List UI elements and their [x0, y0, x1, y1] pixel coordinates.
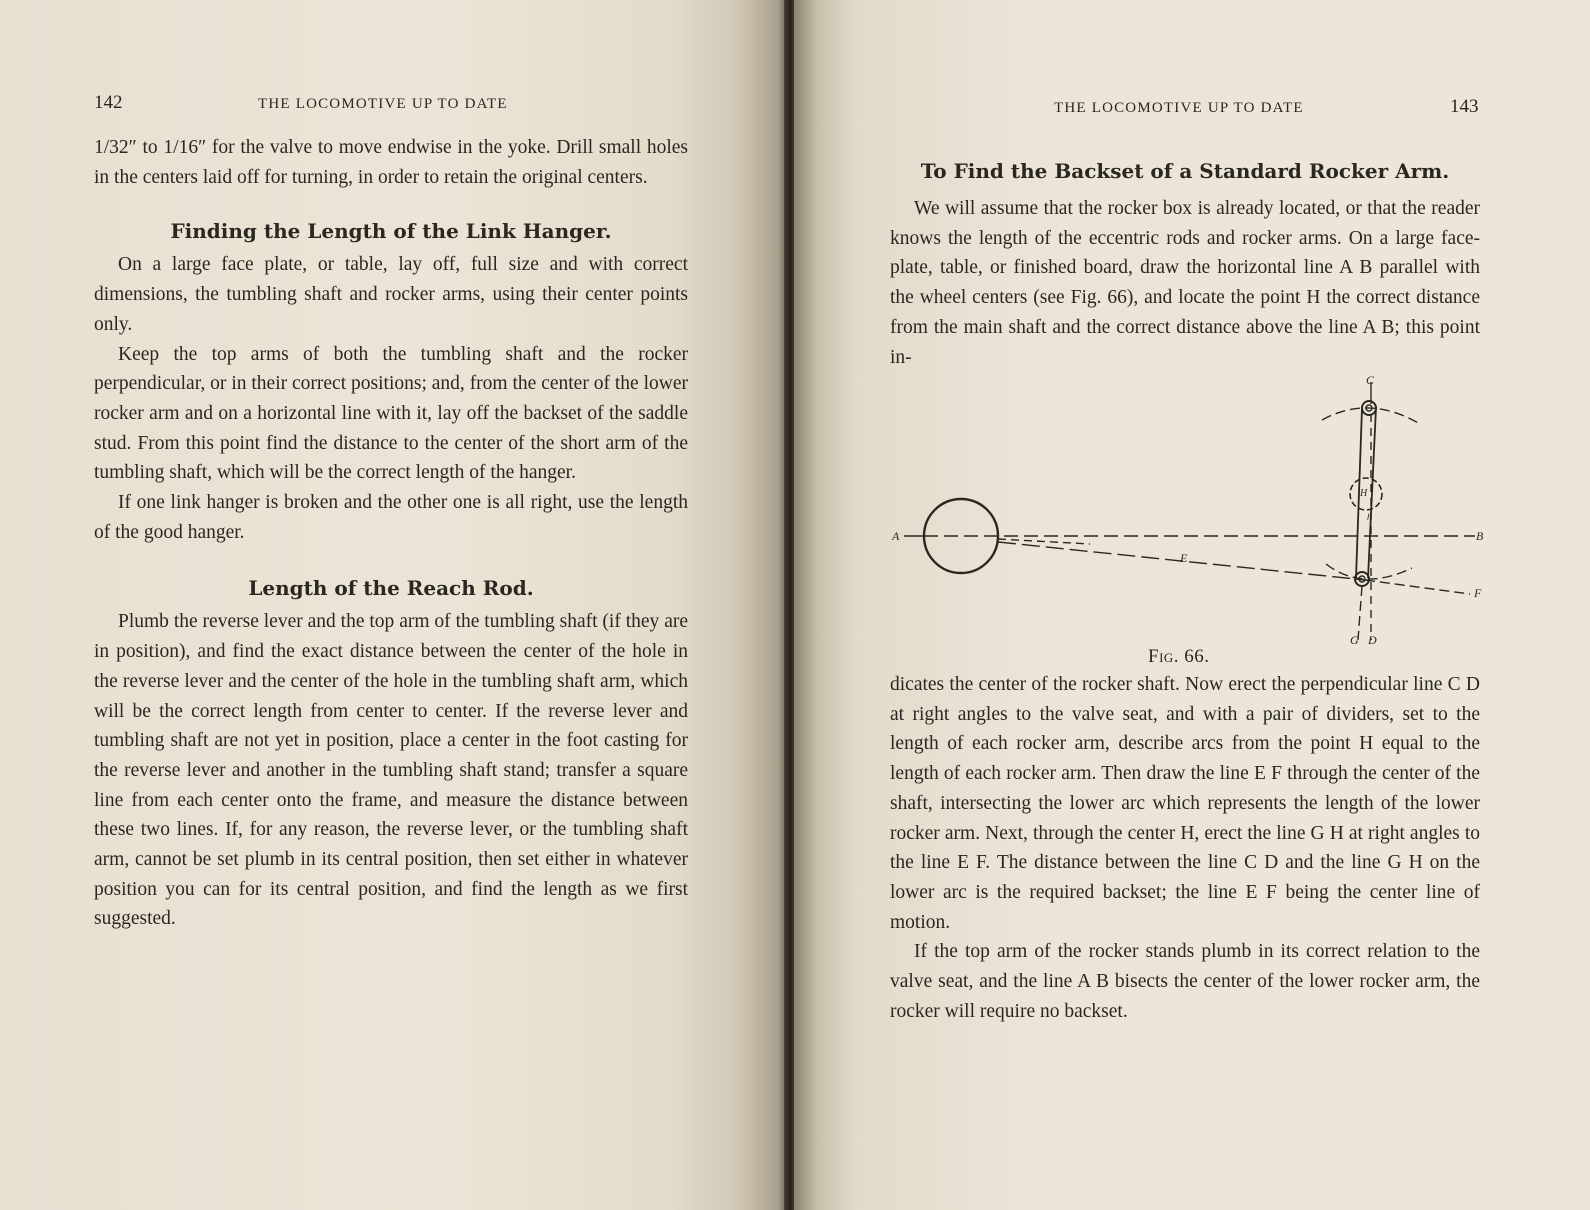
line-gh — [1358, 586, 1362, 640]
label-h-small: h — [1367, 512, 1372, 522]
fig-66-diagram — [890, 372, 1490, 657]
left-text-column — [94, 133, 688, 934]
intro-paragraph: 1/32″ to 1/16″ for the valve to move endwise in the yoke. Drill small holes in the centers laid off for turning, in order to retain the original centers. — [94, 137, 688, 188]
label-c: C — [1366, 373, 1375, 387]
right-text-column-top — [890, 156, 1480, 372]
left-page — [0, 0, 786, 1210]
label-b: B — [1476, 529, 1484, 543]
paragraph: If one link hanger is broken and the other one is all right, use the length of the good hanger. — [94, 492, 688, 543]
right-page — [794, 0, 1590, 1210]
label-a: A — [892, 529, 900, 543]
paragraph: We will assume that the rocker box is already located, or that the reader knows the length of the eccentric rods and rocker arms. On a large face-plate, table, or finished board, draw the horizontal line A B parallel with the wheel centers (see Fig. 66), and locate the point H the correct distance from the main shaft and the correct distance above the line A B; this point in- — [890, 198, 1480, 368]
rocker-arm-right — [1368, 408, 1376, 578]
paragraph: On a large face plate, or table, lay off, full size and with correct dimensions, the tumbling shaft and rocker arms, using their center points only. — [94, 254, 688, 335]
paragraph: Keep the top arms of both the tumbling shaft and the rocker perpendicular, or in their correct positions; and, from the center of the lower rocker arm and on a horizontal line with it, lay off the backset of the saddle stud. From this point find the distance to the center of the short arm of the tumbling shaft, which will be the correct length of the hanger. — [94, 343, 688, 484]
label-d: D — [1368, 633, 1377, 647]
label-f: F — [1474, 586, 1482, 600]
label-h: H — [1360, 488, 1368, 499]
page-number: 142 — [94, 92, 123, 113]
section-heading-link-hanger: Finding the Length of the Link Hanger. — [170, 219, 612, 244]
label-g: G — [1350, 633, 1359, 647]
running-head: THE LOCOMOTIVE UP TO DATE — [258, 96, 508, 112]
paragraph: Plumb the reverse lever and the top arm of the tumbling shaft (if they are in position), and find the exact distance between the center of the hole in the reverse lever and the center of the hole in the tumbling shaft arm, which will be the correct length from center to center. If the reverse lever and tumbling shaft are not yet in position, place a center in the foot casting for the reverse lever and another in the tumbling shaft stand; transfer a square line from each center onto the frame, and measure the distance between these two lines. If, for any reason, the reverse lever, or the tumbling shaft arm, cannot be set plumb in its central position, then set either in whatever position you can for its central position, and find the length as we first suggested. — [94, 611, 688, 930]
section-heading-rocker-arm: To Find the Backset of a Standard Rocker Arm. — [920, 159, 1450, 183]
line-ef-extension — [1365, 580, 1470, 594]
figure-caption: Fig. 66. — [1148, 646, 1210, 667]
section-heading-reach-rod: Length of the Reach Rod. — [248, 576, 534, 601]
page-number: 143 — [1450, 96, 1479, 117]
paragraph: dicates the center of the rocker shaft. Now erect the perpendicular line C D at right angles to the valve seat, and with a pair of dividers, set to the length of each rocker arm, describe arcs from the point H equal to the length of each rocker arm. Then draw the line E F through the center of the shaft, intersecting the lower arc which represents the length of the lower rocker arm. Next, through the center H, erect the line G H at right angles to the line E F. The distance between the line C D and the line G H on the lower arc is the required backset; the line E F being the center line of motion. — [890, 674, 1480, 933]
paragraph: If the top arm of the rocker stands plumb in its correct relation to the valve seat, and the line A B bisects the center of the lower rocker arm, the rocker will require no backset. — [890, 941, 1480, 1022]
running-head: THE LOCOMOTIVE UP TO DATE — [1054, 100, 1304, 116]
right-text-column-bottom — [890, 670, 1480, 1026]
label-e: E — [1180, 551, 1188, 565]
